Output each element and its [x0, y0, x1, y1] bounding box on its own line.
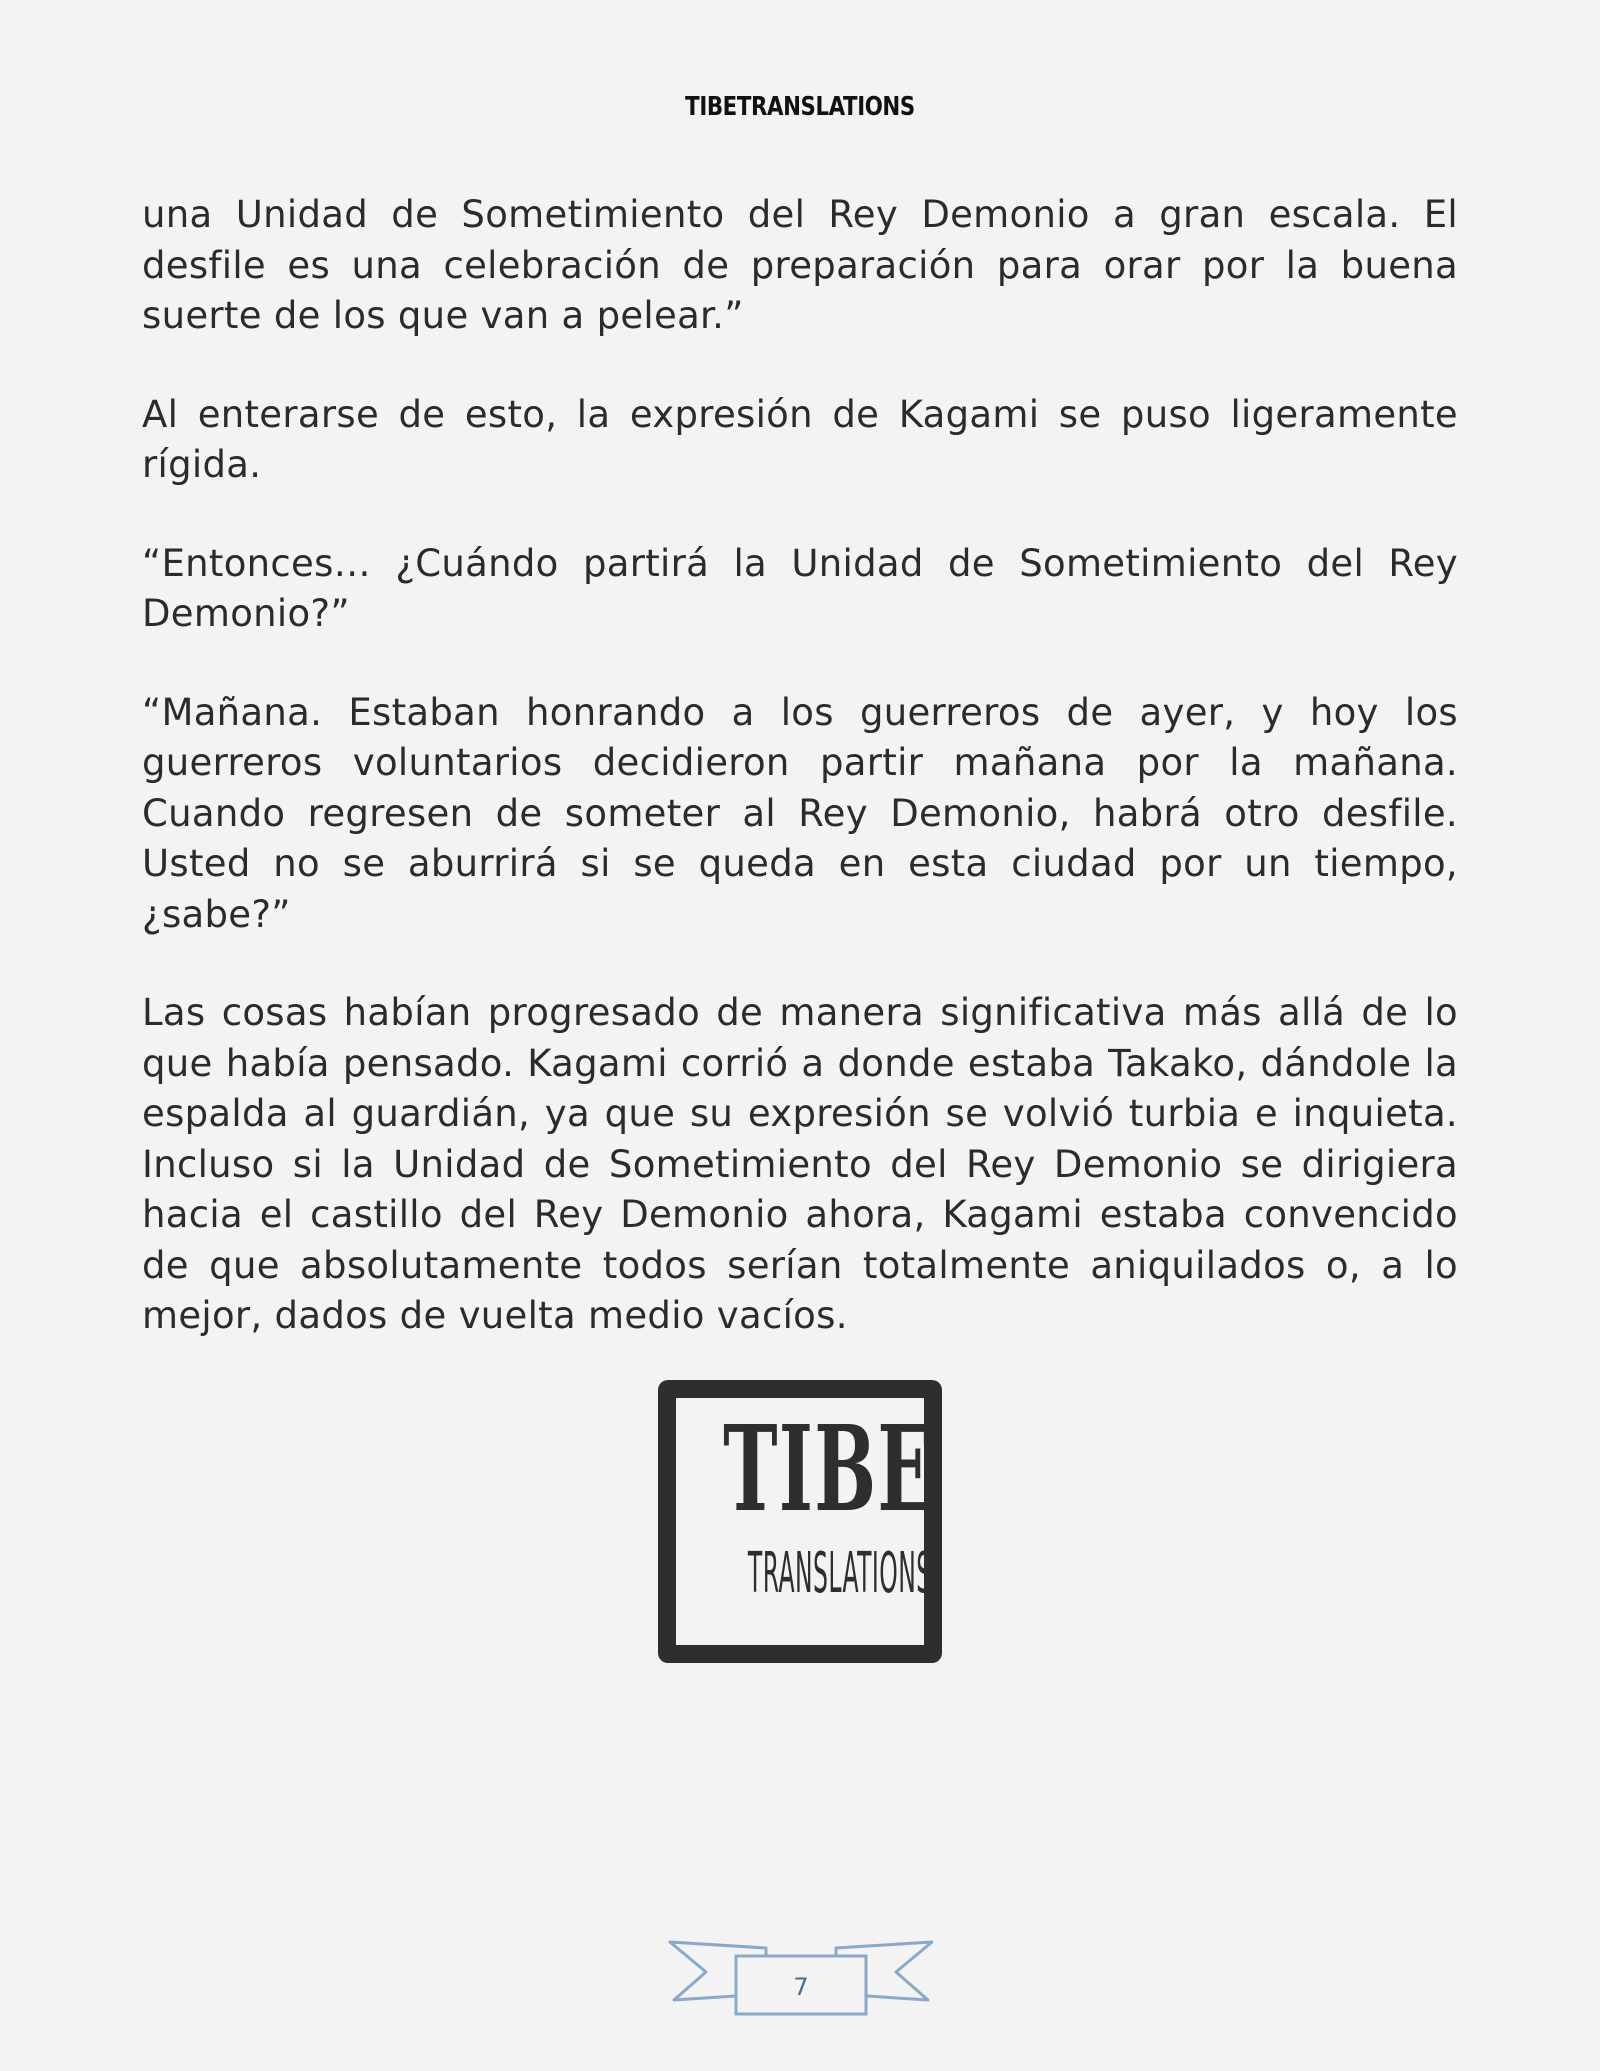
document-body [142, 190, 1458, 1390]
page-header: TIBETRANSLATIONS [685, 92, 915, 122]
logo-line-translations: TRANSLATIONS [747, 1541, 932, 1606]
logo-frame [674, 1396, 935, 1647]
tibe-logo [658, 1380, 942, 1663]
paragraph: una Unidad de Sometimiento del Rey Demonio a gran escala. El desfile es una celebración de preparación para orar por la buena suerte de los que van a pelear.” [142, 193, 1458, 337]
paragraph: “Entonces… ¿Cuándo partirá la Unidad de Sometimiento del Rey Demonio?” [142, 541, 1458, 635]
page-number: 7 [793, 1973, 809, 2001]
logo-line-tibe: TIBE [723, 1399, 935, 1538]
paragraph: Las cosas habían progresado de manera significativa más allá de lo que había pensado. Kagami corrió a donde estaba Takako, dándole la espalda al guardián, ya que su expresión se volvió turbia e inquieta. Incluso si la Unidad de Sometimiento del Rey Demonio se dirigiera hacia el castillo del Rey Demonio ahora, Kagami estaba convencido de que absolutamente todos serían totalmente aniquilados o, a lo mejor, dados de vuelta medio vacíos. [142, 991, 1458, 1337]
paragraph: “Mañana. Estaban honrando a los guerreros de ayer, y hoy los guerreros voluntarios decidieron partir mañana por la mañana. Cuando regresen de someter al Rey Demonio, habrá otro desfile. Usted no se aburrirá si se queda en esta ciudad por un tiempo, ¿sabe?” [142, 690, 1458, 936]
paragraph: Al enterarse de esto, la expresión de Kagami se puso ligeramente rígida. [142, 392, 1458, 486]
